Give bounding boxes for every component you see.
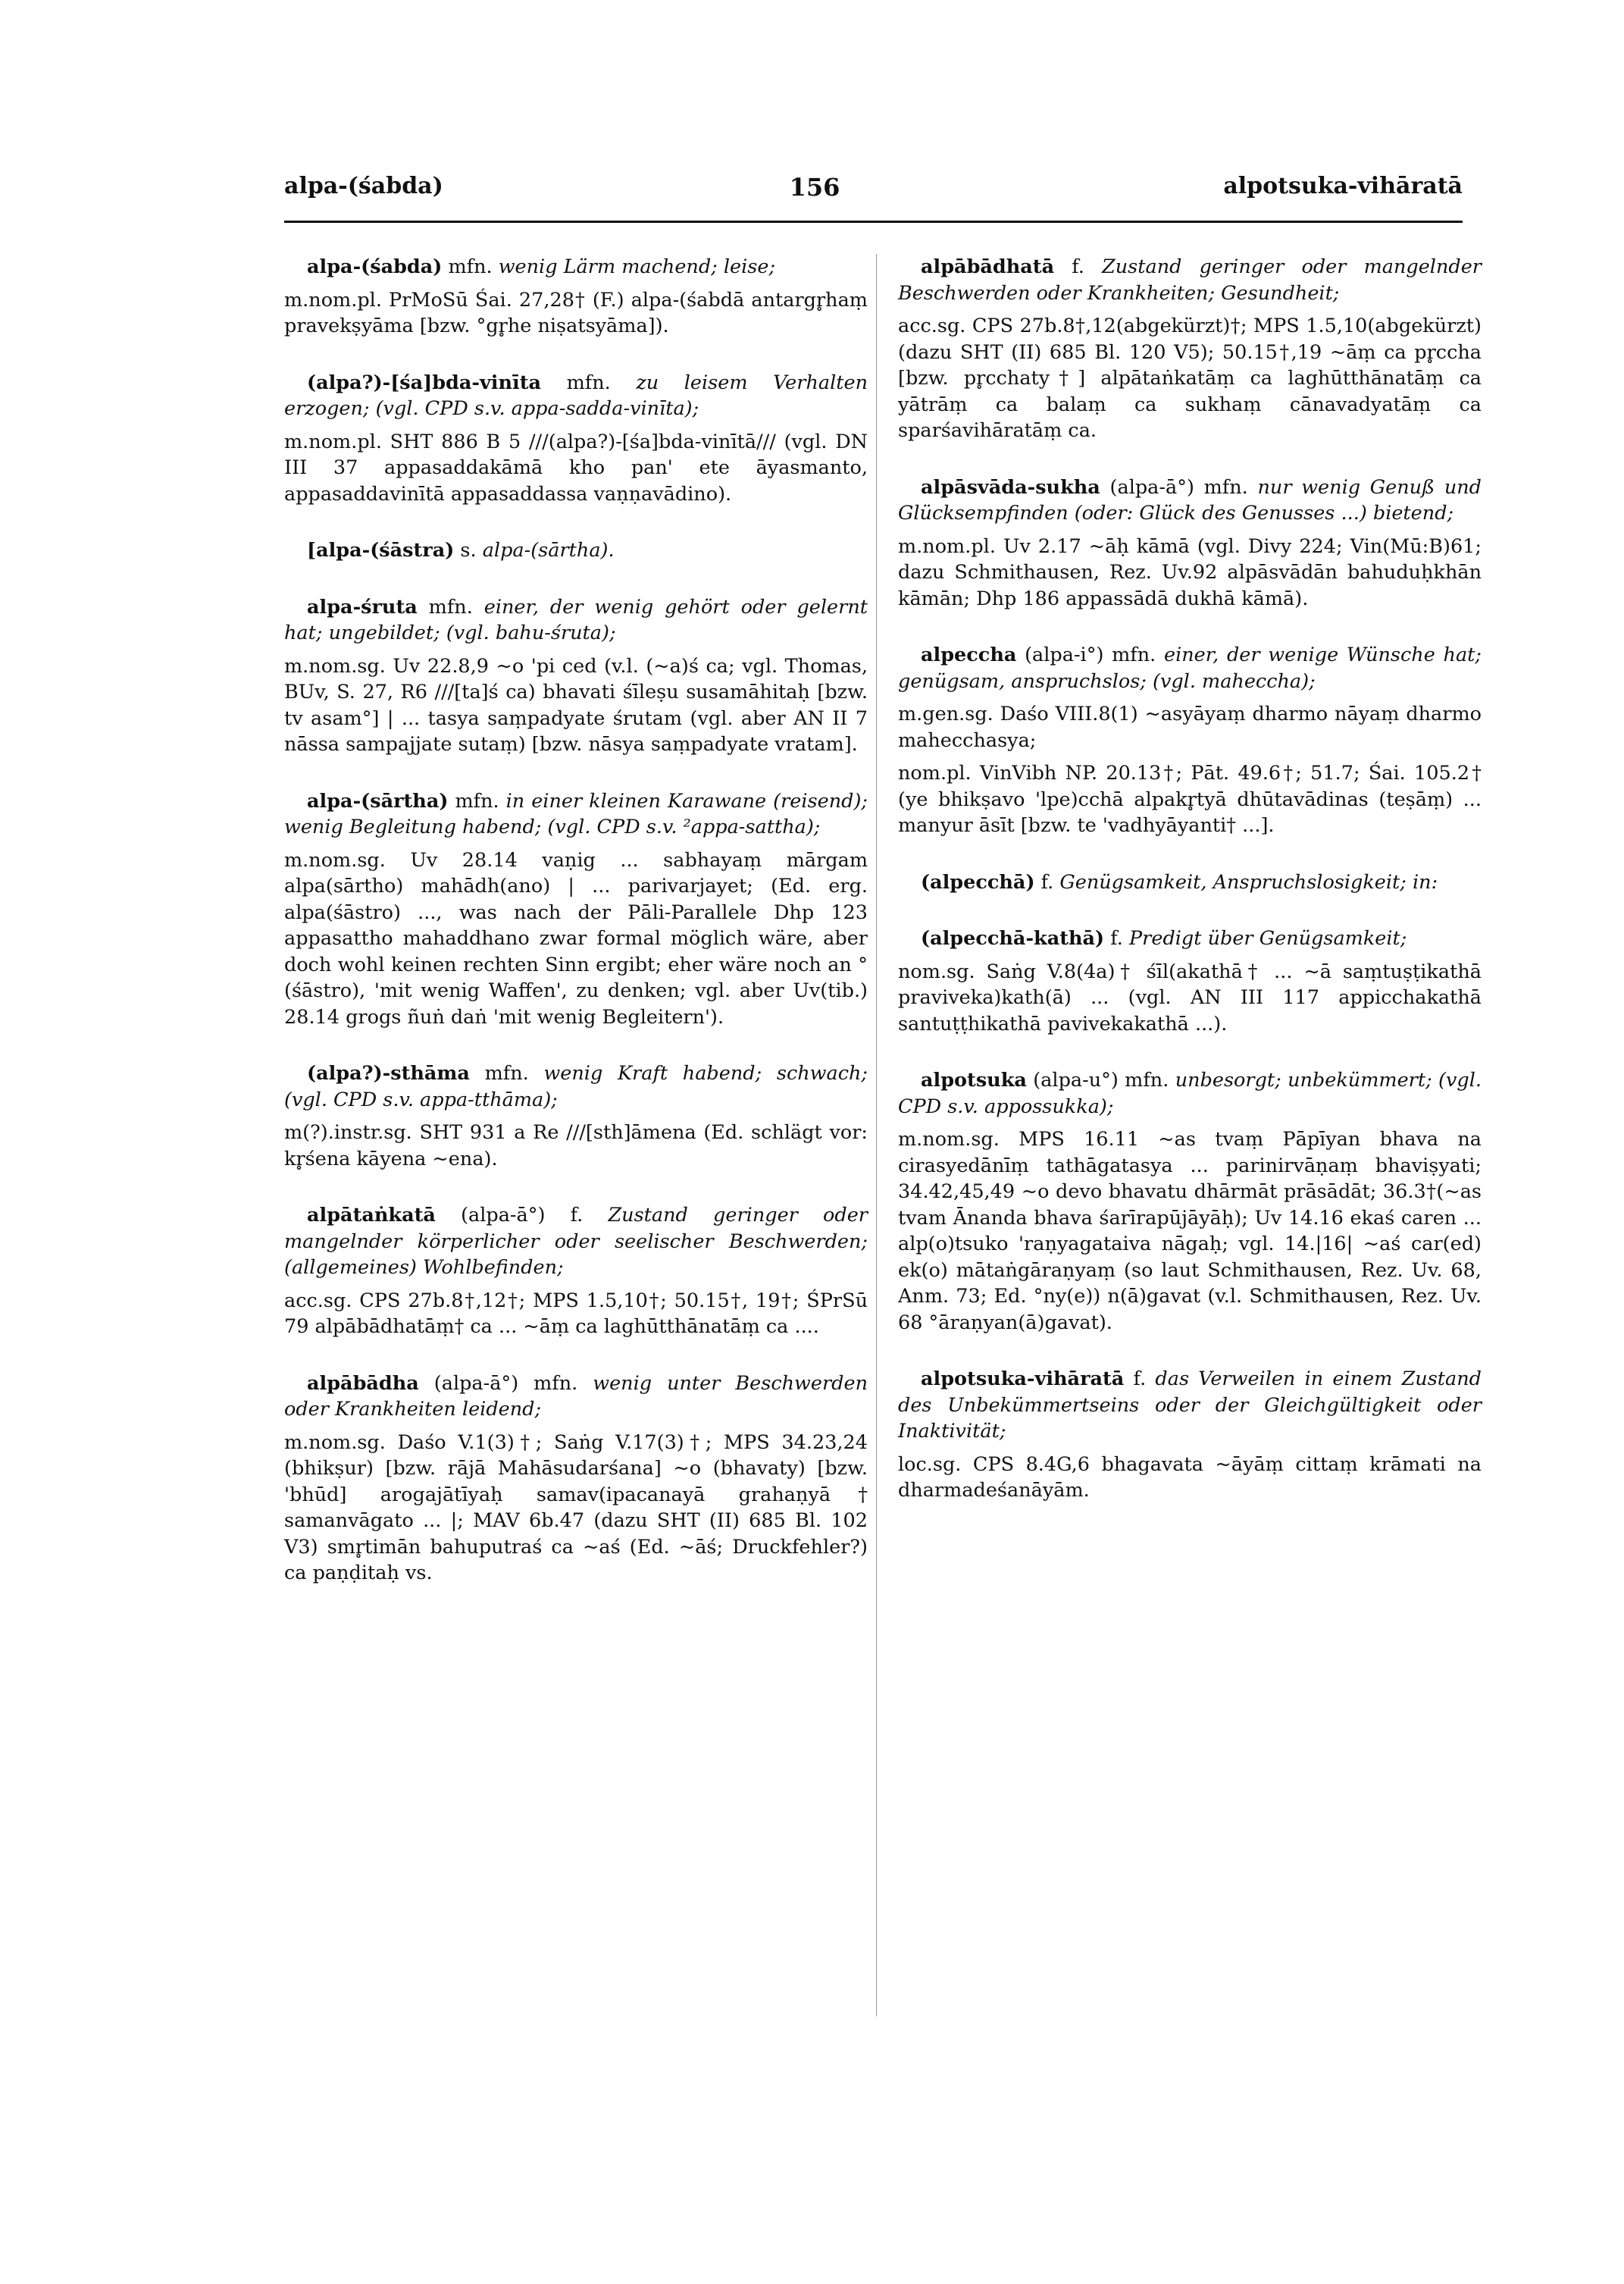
dictionary-entry [898, 254, 1482, 444]
column-divider [876, 254, 877, 2016]
citation-paragraph: m.nom.pl. SHT 886 B 5 ///(alpa?)-[śa]bda-vinītā/// (vgl. DN III 37 appasaddakāmā kho pan' ete āyasmanto, appasaddavinītā appasaddassa vaṇṇavādino). [284, 430, 868, 506]
entry-definition [898, 1067, 1482, 1120]
entry-definition [284, 594, 868, 647]
citation-paragraph: m.nom.sg. Uv 28.14 vaṇig ... sabhayaṃ mārgam alpa(sārtho) mahādh(ano) | ... parivarjayet; (Ed. erg. alpa(śāstro) ..., was nach der Pāli-Parallele Dhp 123 appasattho mahaddhano zwar formal möglich wäre, aber doch wohl keinen rechten Sinn ergibt; eher wäre noch an °(śāstro), 'mit wenig Waffen', zu denken; vgl. aber Uv(tib.) 28.14 grogs ñuṅ daṅ 'mit wenig Begleitern'). [284, 848, 868, 1029]
grammar-label: (alpa-u°) mfn. [1026, 1069, 1175, 1092]
dictionary-entry [284, 594, 868, 758]
dictionary-entry [284, 537, 868, 564]
headword: alpābādha [307, 1371, 419, 1395]
dictionary-entry [898, 869, 1482, 896]
headword: alpa-(śabda) [307, 255, 443, 278]
entry-definition [898, 1366, 1482, 1445]
gloss: wenig Lärm machend; leise; [498, 255, 776, 278]
entry-definition [284, 254, 868, 280]
headword: alpātaṅkatā [307, 1204, 436, 1227]
entry-definition [898, 254, 1482, 306]
running-head-right: alpotsuka-vihāratā [1223, 173, 1463, 199]
citation-paragraph: m.gen.sg. Daśo VIII.8(1) ~asyāyaṃ dharmo nāyaṃ dharmo mahecchasya; [898, 703, 1482, 752]
dictionary-entry [284, 1371, 868, 1587]
entry-definition [284, 1371, 868, 1423]
gloss: alpa-(sārtha). [482, 539, 615, 562]
grammar-label: (alpa-ā°) mfn. [1100, 475, 1258, 499]
grammar-label: f. [1104, 927, 1129, 950]
citation-paragraph: m.nom.sg. Daśo V.1(3)†; Saṅg V.17(3)†; MPS 34.23,24 (bhikṣur) [bzw. rājā Mahāsudarśana] ~o (bhavaty) [bzw. 'bhūd] arogajātīyaḥ samav(ipacanayā grahaṇyā† samanvāgato ... |; MAV 6b.47 (dazu SHT (II) 685 Bl. 102 V3) smr̥timān bahuputraś ca ~aś (Ed. ~āś; Druckfehler?) ca paṇḍitaḥ vs. [284, 1430, 868, 1584]
gloss: unbesorgt; unbekümmert; (vgl. CPD s.v. appossukka); [898, 1069, 1482, 1118]
citation-paragraph: m.nom.pl. Uv 2.17 ~āḥ kāmā (vgl. Divy 224; Vin(Mū:B)61; dazu Schmithausen, Rez. Uv.92 alpāsvādān bahuduḥkhān kāmān; Dhp 186 appassādā dukhā kāmā). [898, 534, 1482, 610]
grammar-label: mfn. [541, 371, 637, 394]
left-column [284, 254, 868, 1617]
dictionary-entry [898, 1067, 1482, 1336]
citation-paragraph: m.nom.pl. PrMoSū Śai. 27,28† (F.) alpa-(śabdā antargr̥haṃ pravekṣyāma [bzw. °gr̥he niṣatsyāma]). [284, 288, 868, 337]
headword: (alpa?)-sthāma [307, 1062, 470, 1085]
headword: (alpecchā-kathā) [921, 927, 1105, 950]
grammar-label: s. [454, 539, 483, 562]
headword: (alpecchā) [921, 870, 1035, 894]
entry-definition [284, 370, 868, 422]
citation-paragraph: acc.sg. CPS 27b.8†,12(abgekürzt)†; MPS 1.5,10(abgekürzt) (dazu SHT (II) 685 Bl. 120 V5); 50.15†,19 ~āṃ ca pr̥ccha [bzw. pr̥cchaty†] alpātaṅkatāṃ ca laghūtthānatāṃ ca yātrāṃ ca balaṃ ca sukhaṃ cānavadyatāṃ ca sparśavihāratāṃ ca. [898, 315, 1482, 442]
citation-paragraph: loc.sg. CPS 8.4G,6 bhagavata ~āyāṃ cittaṃ krāmati na dharmadeśanāyām. [898, 1452, 1482, 1502]
citation-paragraph: m(?).instr.sg. SHT 931 a Re ///[sth]āmena (Ed. schlägt vor: kr̥śena kāyena ~ena). [284, 1121, 868, 1170]
grammar-label: mfn. [469, 1062, 544, 1085]
headword: alpeccha [921, 644, 1017, 666]
entry-definition [284, 1202, 868, 1281]
gloss: wenig Kraft habend; schwach; (vgl. CPD s.v. appa-tthāma); [284, 1062, 868, 1111]
dictionary-entry [898, 642, 1482, 839]
entry-definition [898, 869, 1482, 896]
headword: (alpa?)-[śa]bda-vinīta [307, 371, 542, 394]
citation-paragraph: acc.sg. CPS 27b.8†,12†; MPS 1.5,10†; 50.15†, 19†; ŚPrSū 79 alpābādhatāṃ† ca ... ~āṃ ca laghūtthānatāṃ ca .... [284, 1289, 868, 1338]
dictionary-entry [898, 475, 1482, 613]
entry-definition [284, 537, 868, 564]
entry-definition [898, 926, 1482, 952]
headword: [alpa-(śāstra) [307, 539, 455, 562]
gloss: in einer kleinen Karawane (reisend); wenig Begleitung habend; (vgl. CPD s.v. ²appa-sattha); [284, 789, 868, 838]
header-rule [284, 221, 1463, 223]
headword: alpa-(sārtha) [307, 789, 449, 813]
entry-definition [898, 642, 1482, 694]
page-header [0, 173, 1624, 226]
gloss: Zustand geringer oder mangelnder körperlicher oder seelischer Beschwerden; (allgemeines) Wohlbefinden; [284, 1204, 868, 1279]
dictionary-entry [284, 788, 868, 1031]
gloss: einer, der wenige Wünsche hat; genügsam, anspruchslos; (vgl. maheccha); [898, 644, 1482, 693]
grammar-label: mfn. [448, 789, 506, 813]
citation-paragraph: nom.sg. Saṅg V.8(4a)† śīl(akathā† ... ~ā saṃtuṣṭikathā praviveka)kath(ā) ... (vgl. AN III 117 appicchakathā santuṭṭhikathā pavivekakathā ...). [898, 960, 1482, 1035]
headword: alpotsuka [921, 1069, 1027, 1092]
headword: alpotsuka-vihāratā [921, 1368, 1125, 1390]
dictionary-entry [898, 1366, 1482, 1504]
dictionary-entry [284, 254, 868, 340]
right-column [898, 254, 1482, 1534]
page-number: 156 [789, 173, 840, 202]
dictionary-entry [284, 370, 868, 508]
headword: alpābādhatā [921, 255, 1055, 278]
headword: alpāsvāda-sukha [921, 475, 1100, 499]
grammar-label: f. [1034, 870, 1060, 894]
grammar-label: f. [1054, 255, 1103, 278]
gloss: zu leisem Verhalten erzogen; (vgl. CPD s.v. appa-sadda-vinīta); [284, 371, 868, 420]
citation-paragraph: nom.pl. VinVibh NP. 20.13†; Pāt. 49.6†; 51.7; Śai. 105.2† (ye bhikṣavo 'lpe)cchā alpakr̥tyā dhūtavādinas (teṣāṃ) ... manyur āsīt [bzw. te 'vadhyāyanti† ...]. [898, 762, 1482, 837]
grammar-label: mfn. [417, 595, 484, 619]
dictionary-entry [284, 1061, 868, 1172]
grammar-label: (alpa-ā°) mfn. [418, 1371, 593, 1395]
entry-definition [284, 1061, 868, 1113]
entry-definition [284, 788, 868, 841]
gloss: nur wenig Genuß und Glücksempfinden (oder: Glück des Genusses ...) bietend; [898, 475, 1482, 525]
grammar-label: f. [1124, 1368, 1156, 1390]
dictionary-entry [284, 1202, 868, 1340]
gloss: Predigt über Genügsamkeit; [1129, 927, 1407, 950]
citation-paragraph: m.nom.sg. Uv 22.8,9 ~o 'pi ced (v.l. (~a)ś ca; vgl. Thomas, BUv, S. 27, R6 ///[ta]ś ca) bhavati śīleṣu susamāhitaḥ [bzw. tv asam°] | ... tasya saṃpadyate śrutam (vgl. aber AN II 7 nāssa sampajjate sutaṃ) [bzw. nāsya saṃpadyate vratam]. [284, 654, 868, 756]
grammar-label: mfn. [442, 255, 499, 278]
citation-paragraph: m.nom.sg. MPS 16.11 ~as tvaṃ Pāpīyan bhava na cirasyedānīṃ tathāgatasya ... parinirvāṇaṃ bhaviṣyati; 34.42,45,49 ~o devo bhavatu dhārmāt prāsādāt; 36.3†(~as tvam Ānanda bhava śarīrapūjāyāḥ); Uv 14.16 ekaś caren ... alp(o)tsuko 'raṇyagataiva nāgaḥ; vgl. 14.|16| ~aś car(ed) ek(o) mātaṅgāraṇyaṃ (so laut Schmithausen, Rez. Uv. 68, Anm. 73; Ed. °ny(e)) n(ā)gavat (v.l. Schmithausen, Rez. Uv. 68 °āraṇyan(ā)gavat). [898, 1128, 1482, 1334]
gloss: Genügsamkeit, Anspruchslosigkeit; in: [1059, 870, 1438, 894]
entry-definition [898, 475, 1482, 527]
running-head-left: alpa-(śabda) [284, 173, 443, 199]
gloss: einer, der wenig gehört oder gelernt hat; ungebildet; (vgl. bahu-śruta); [284, 595, 868, 644]
gloss: Zustand geringer oder mangelnder Beschwerden oder Krankheiten; Gesundheit; [898, 255, 1482, 305]
grammar-label: (alpa-ā°) f. [435, 1204, 609, 1227]
grammar-label: (alpa-i°) mfn. [1016, 644, 1164, 666]
dictionary-entry [898, 926, 1482, 1037]
gloss: wenig unter Beschwerden oder Krankheiten leidend; [284, 1371, 868, 1421]
gloss: das Verweilen in einem Zustand des Unbekümmertseins oder der Gleichgültigkeit oder Inaktivität; [898, 1368, 1482, 1443]
headword: alpa-śruta [307, 595, 418, 619]
